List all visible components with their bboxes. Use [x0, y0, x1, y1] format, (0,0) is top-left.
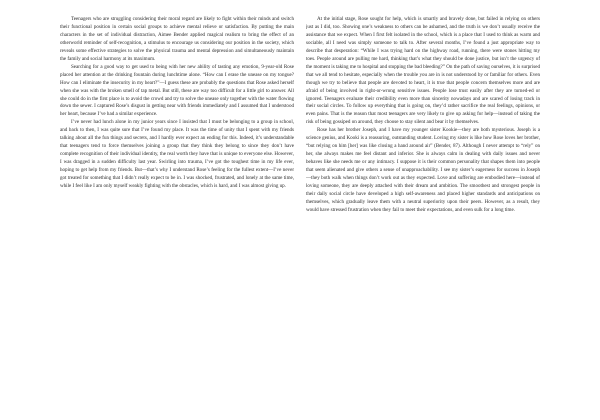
- left-page: [60, 16, 294, 396]
- right-paragraph-1: At the initial stage, Rose sought for help, which is smartly and bravely done, but failed in relying on others just as I did, too. Showing one’s weakness to others can be ashamed, and the truth is we don’t usually receive the assistance that we expect. When I first felt isolated in the school, which is a place that I used to think as warm and sociable, all I need was simply someone to talk to. After several months, I’ve found a just appropriate way to describe that desperation: “While I was trying hard on the highway road, running, there were stones hitting my toes. People around are pulling me hard, thinking that’s what they should be done justice, but isn’t the urgency of the moment is taking me to hospital and stopping the bad bleeding?” On the path of saving ourselves, it is surprised that we all tend to hesitate, especially when the trouble you are in is not understood by or familiar for others. Even though we try to believe that people are devoted to heart, it is true that people concern themselves more and are afraid of being involved in right-or-wrong sensitive issues. People lose trust easily after they are turned-ed or ignored. Teenagers evaluate their credibility even more than sincerity nowadays and are scared of losing track in their social circles. To follow up everything that is going on, they’d rather sacrifice the real feelings, opinions, or even pains. That is the reason that most teenagers are very likely to give up asking for help—instead of taking the risk of being gossiped on around, they choose to stay silent and bear it by themselves.: [306, 16, 540, 126]
- right-page: [306, 16, 540, 396]
- left-paragraph-2: Searching for a good way to get used to being with her new ability of tasting any emotion, 9-year-old Rose placed her attention at the drinking fountain during lunchtime alone. “How can I erase the unease on my tongue? How can I eliminate the insecurity in my heart?”—I guess these are probably the questions that Rose asked herself when she was with the broken smell of tap metal. But still, these are way too difficult for a little girl to answer. All she could do in the first place is to avoid the crowd and try to solve the unease only together with the water flowing down the sewer. I captured Rose’s disgust in getting near with friends immediately and I assumed that I understood her heart, because I’ve had a similar experience.: [60, 63, 294, 118]
- left-paragraph-1: Teenagers who are struggling considering their moral regard are likely to fight within their minds and switch their functional position in certain social groups to achieve mental relieve or satisfaction. By putting the main characters in the set of individual distraction, Aimee Bender applied magical realism to bring the effect of an otherworld reminder of self-recognition, a stimulus to encourage us considering our position in the society, which reveals some effective strategies to solve the physical trauma and mental depression and simultaneously maintain the family and social harmony at its maximum.: [60, 16, 294, 62]
- left-paragraph-3: I’ve never had lunch alone in my junior years since I insisted that I must be belonging to a group in school, and back to then, I was quite sure that I’ve found my place. It was the time of unity that I spent with my friends talking about all the fun things and secrets, and I hardly ever expect an ending for this. Indeed, it’s understandable that teenagers tend to force themselves joining a group that they think they belong to since they don’t have complete recognition of their individual identity, the real worth they have that is unique to everyone else. However, I was dragged in a sudden difficulty last year. Swirling into trauma, I’ve got the toughest time in my life ever, hoping to get help from my friends. But—that’s why I understand Rose’s feeling for the fullest extent—I’ve never got treated for something that I didn’t really expect to be in. I was shocked, frustrated, and lonely at the same time, while I feel like I am only myself weakly fighting with the obstacles, which is hard, and I was almost giving up.: [60, 119, 294, 190]
- right-paragraph-2: Rose has her brother Joseph, and I have my younger sister Kookie—they are both mysterious. Joseph is a science genius, and Kooki is a reassuring, outstanding student. Loving my sister is like how Rose loves her brother, “but relying on him [her] was like closing a hand around air” (Bender, 87). Although I never attempt to “rely” on her, she always makes me feel distant and inferior. She is always calm in dealing with daily issues and never behaves like she needs me or any intimacy. I suppose it is their common personality that shapes them into people that seem alienated and give others a sense of unapproachability. I see my sister’s eagerness for success in Joseph—they both walk when things don’t work out as they expected. Love and suffering are embodied here—instead of loving someone, they are deeply attached with their dream and ambition. The smoothest and strongest people in their daily social circle have developed a high self-awareness and placed higher standards and anticipations on themselves, which gradually leave them with a neutral superiority upon their peers. However, as a result, they would have stressed frustration when they fail to meet their expectations, and even sulk for a long time.: [306, 127, 540, 213]
